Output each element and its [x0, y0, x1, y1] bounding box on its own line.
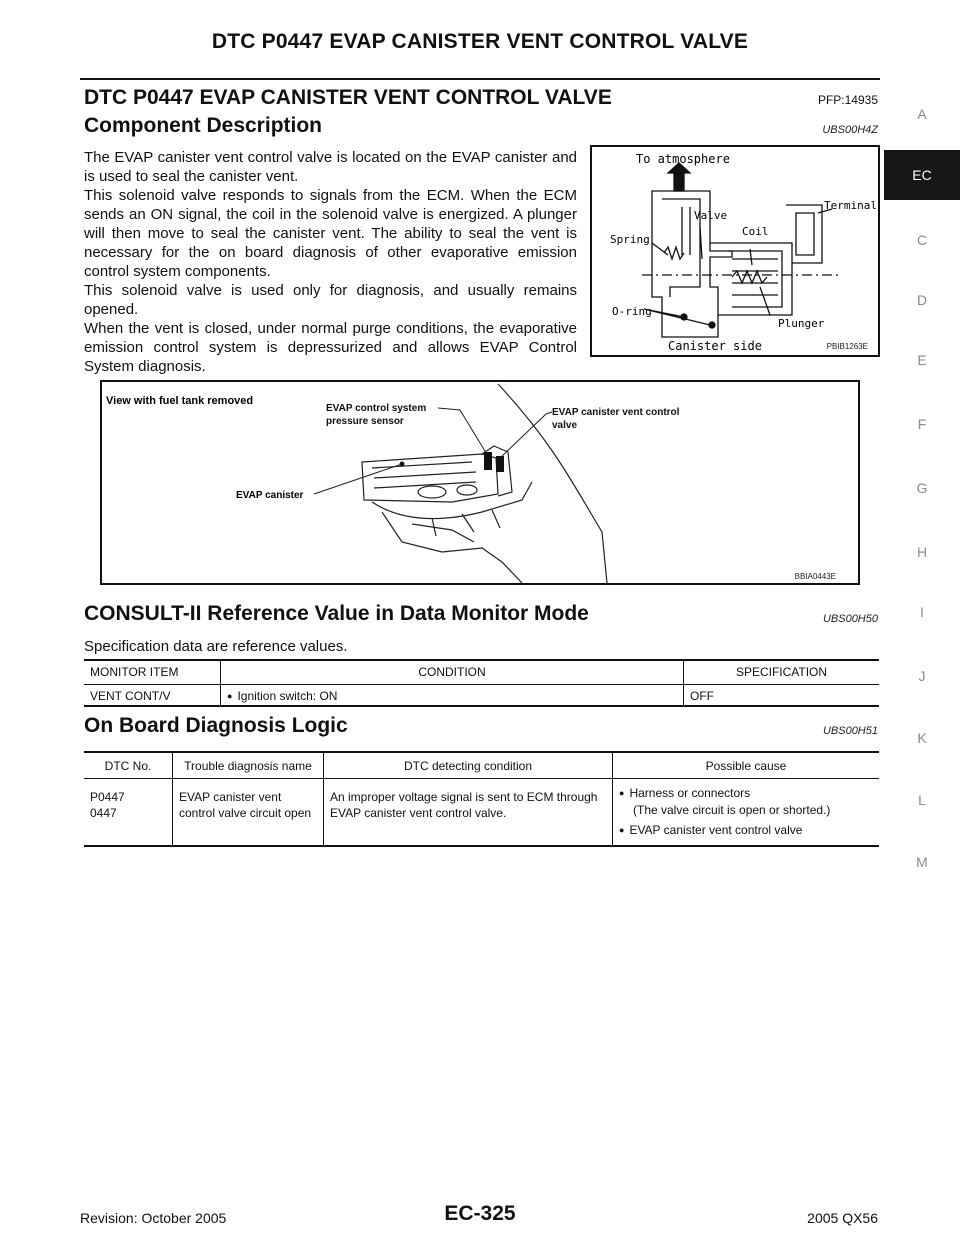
label-o-ring: O-ring: [612, 305, 652, 318]
page-header-title: DTC P0447 EVAP CANISTER VENT CONTROL VALVE: [211, 30, 749, 53]
component-paragraph-3: This solenoid valve is used only for diagnosis, and usually remains opened.: [84, 282, 577, 318]
component-location-figure: [100, 380, 860, 585]
label-canister-side: Canister side: [668, 339, 762, 353]
dtc-code-secondary: 0447: [90, 805, 117, 820]
index-letter-f[interactable]: F: [917, 416, 927, 432]
location-drawing: [102, 382, 858, 583]
label-to-atmosphere: To atmosphere: [636, 152, 730, 166]
consult-note: Specification data are reference values.: [84, 638, 348, 655]
index-letter-l[interactable]: L: [918, 792, 926, 808]
cell-dtc-no: [84, 778, 173, 846]
component-description-heading: Component Description: [84, 114, 323, 137]
col-specification: SPECIFICATION: [735, 665, 828, 679]
label-coil: Coil: [742, 225, 769, 238]
obd-heading: On Board Diagnosis Logic: [84, 714, 348, 737]
col-trouble-diagnosis-name: Trouble diagnosis name: [173, 752, 324, 778]
cause-harness-detail: (The valve circuit is open or shorted.): [633, 802, 831, 817]
cell-monitor-item: VENT CONT/V: [84, 684, 221, 706]
valve-drawing: [592, 147, 878, 355]
index-tab-ec-active[interactable]: EC: [884, 150, 960, 200]
index-letter-c[interactable]: C: [916, 232, 928, 248]
label-terminal: Terminal: [824, 199, 877, 212]
obd-table-header: [84, 752, 879, 778]
label-evap-canister: EVAP canister: [236, 490, 304, 501]
component-paragraph-2: This solenoid valve responds to signals from the ECM. When the ECM sends an ON signal, the coil in the solenoid valve is energized. A plunger will then move to seal the canister vent. The ability to seal the vent is necessary for the on board diagnosis of other evaporative emission control system components.: [84, 187, 577, 280]
cell-possible-cause: [613, 778, 880, 846]
section-title: DTC P0447 EVAP CANISTER VENT CONTROL VALVE: [84, 86, 612, 109]
table-row: [84, 684, 879, 706]
col-monitor-item: MONITOR ITEM: [84, 660, 221, 684]
cell-condition-text: ● Ignition switch: ON: [227, 689, 337, 703]
label-view-tank-removed: View with fuel tank removed: [106, 395, 254, 407]
index-letter-g[interactable]: G: [916, 480, 928, 496]
index-letter-i[interactable]: I: [920, 604, 924, 620]
label-plunger: Plunger: [778, 317, 825, 330]
col-possible-cause: Possible cause: [705, 759, 787, 773]
obd-ref-code: UBS00H51: [822, 725, 878, 737]
footer-revision: Revision: October 2005: [80, 1210, 227, 1226]
cell-trouble-name: EVAP canister vent control valve circuit open: [173, 778, 324, 846]
section-index-sidebar: [884, 0, 960, 900]
consult-heading: CONSULT-II Reference Value in Data Monitor Mode: [84, 602, 589, 625]
component-ref-code: UBS00H4Z: [822, 124, 878, 136]
cell-condition: [221, 684, 684, 706]
cause-vent-valve: ● EVAP canister vent control valve: [619, 822, 873, 839]
label-pressure-sensor: EVAP control system pressure sensor: [326, 403, 427, 427]
footer-page-number: EC-325: [444, 1202, 516, 1225]
index-letter-k[interactable]: K: [917, 730, 927, 746]
col-dtc-detecting-condition: DTC detecting condition: [324, 752, 613, 778]
consult-ref-code: UBS00H50: [822, 613, 878, 625]
location-figure-code: BBIA0443E: [794, 572, 836, 581]
pfp-code: PFP:14935: [817, 93, 878, 107]
dtc-code-primary: P0447: [90, 789, 125, 804]
index-letter-h[interactable]: H: [916, 544, 928, 560]
index-letter-e[interactable]: E: [917, 352, 927, 368]
table-row: [84, 778, 879, 846]
label-vent-control-valve: EVAP canister vent control valve: [552, 407, 680, 431]
index-letter-d[interactable]: D: [916, 292, 928, 308]
index-letter-a[interactable]: A: [917, 106, 927, 122]
header-rule: [80, 78, 880, 80]
consult-reference-table: [84, 659, 879, 707]
valve-figure-code: PBIB1263E: [826, 342, 868, 351]
valve-cross-section-figure: [590, 145, 880, 357]
cause-harness: ● Harness or connectors: [619, 785, 873, 802]
component-description-body: [84, 148, 577, 376]
cell-detecting-condition: An improper voltage signal is sent to ECM through EVAP canister vent control valve.: [324, 778, 613, 846]
label-spring: Spring: [610, 233, 650, 246]
col-condition: CONDITION: [221, 660, 684, 684]
cell-specification: OFF: [690, 688, 714, 703]
label-valve: Valve: [694, 209, 728, 222]
index-letter-j[interactable]: J: [918, 668, 926, 684]
col-dtc-no: DTC No.: [84, 752, 173, 778]
component-paragraph-4: When the vent is closed, under normal purge conditions, the evaporative emission control system is depressurized and allows EVAP Control System diagnosis.: [84, 320, 577, 375]
obd-logic-table: [84, 751, 879, 847]
component-paragraph-1: The EVAP canister vent control valve is located on the EVAP canister and is used to seal the canister vent.: [84, 149, 577, 185]
footer-model: 2005 QX56: [807, 1210, 878, 1226]
consult-table-header: [84, 660, 879, 684]
index-letter-m[interactable]: M: [916, 854, 928, 870]
